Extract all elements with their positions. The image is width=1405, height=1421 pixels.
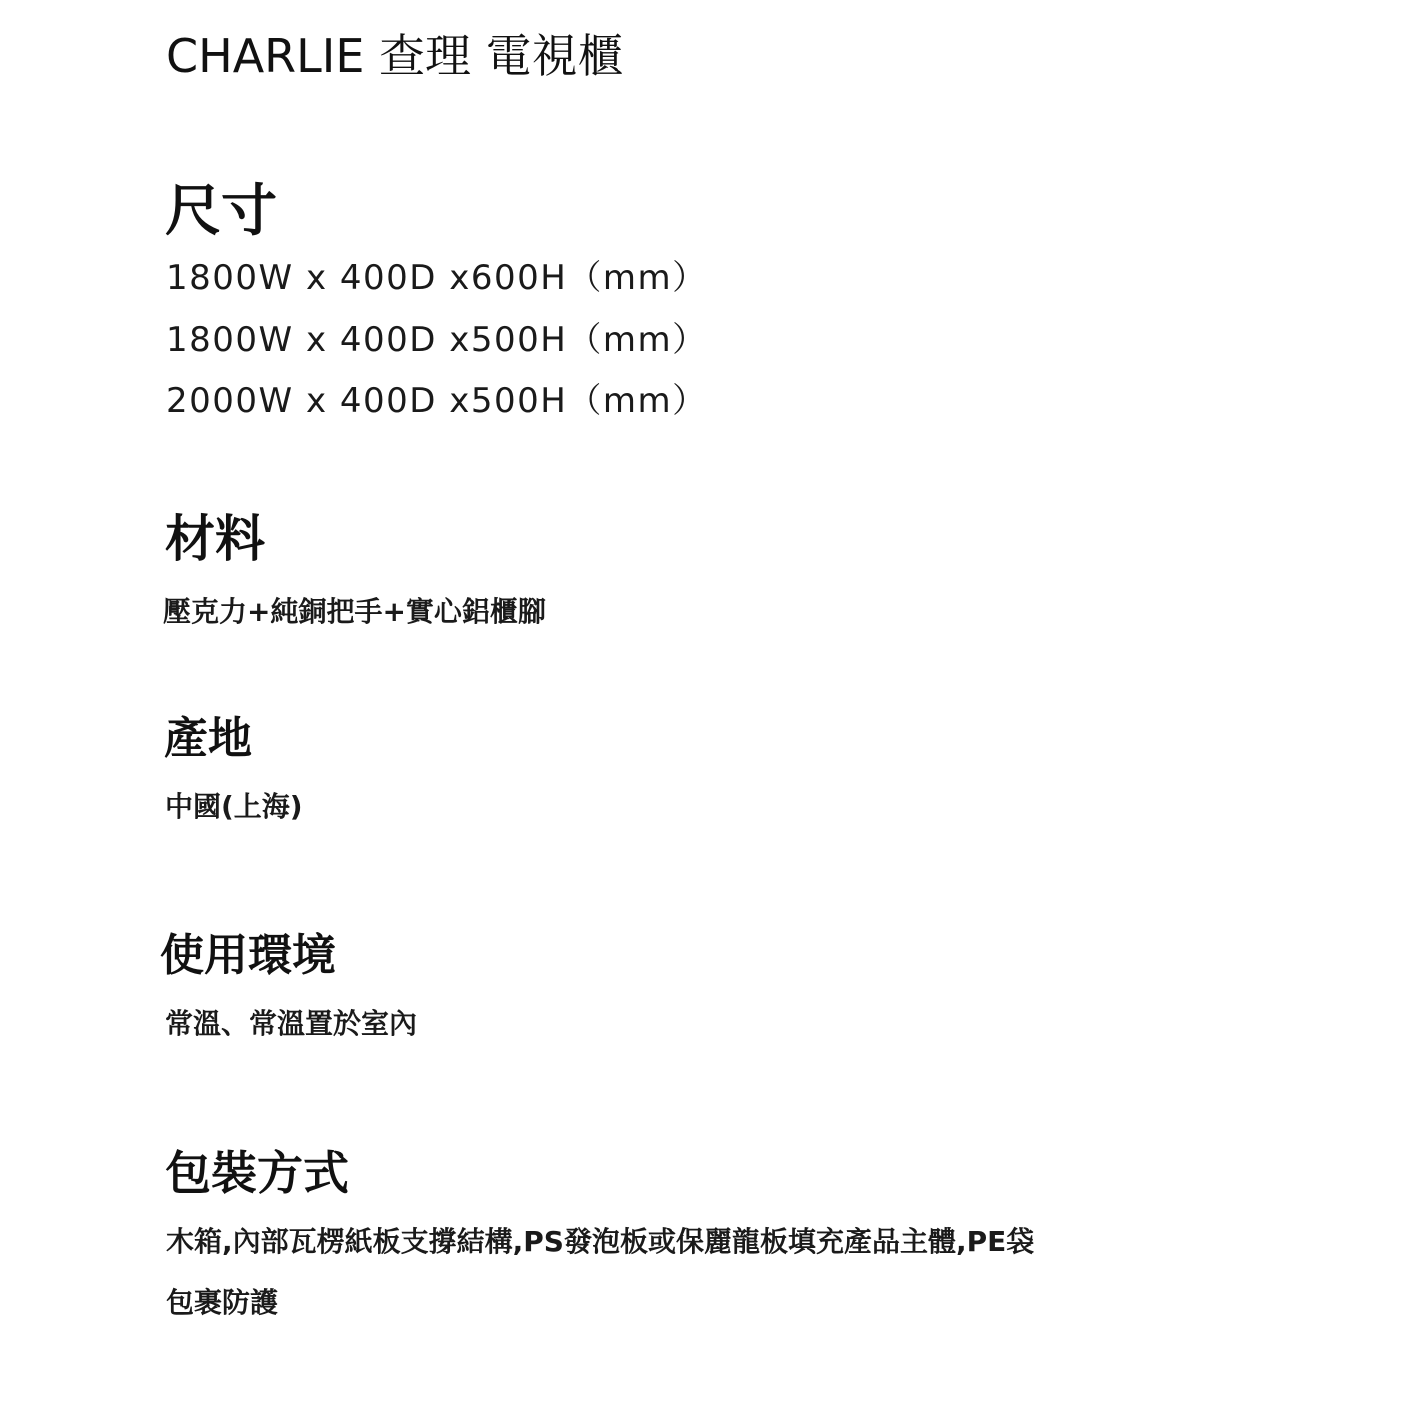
packaging-heading: 包裝方式 bbox=[165, 1146, 349, 1200]
environment-text: 常溫、常溫置於室內 bbox=[165, 1007, 418, 1040]
environment-heading: 使用環境 bbox=[160, 930, 336, 981]
dimension-line: 1800W x 400D x600H（mm） bbox=[166, 258, 708, 298]
material-heading: 材料 bbox=[165, 510, 265, 568]
dimension-line: 2000W x 400D x500H（mm） bbox=[166, 381, 708, 421]
origin-heading: 產地 bbox=[164, 713, 252, 764]
packaging-text-line: 包裹防護 bbox=[166, 1286, 279, 1319]
size-heading: 尺寸 bbox=[165, 179, 277, 244]
material-text: 壓克力+純銅把手+實心鋁櫃腳 bbox=[163, 595, 546, 628]
origin-text: 中國(上海) bbox=[165, 790, 303, 823]
dimension-line: 1800W x 400D x500H（mm） bbox=[166, 320, 708, 360]
product-title: CHARLIE 查理 電視櫃 bbox=[166, 29, 624, 83]
packaging-text-line: 木箱,內部瓦楞紙板支撐結構,PS發泡板或保麗龍板填充產品主體,PE袋 bbox=[166, 1225, 1035, 1258]
